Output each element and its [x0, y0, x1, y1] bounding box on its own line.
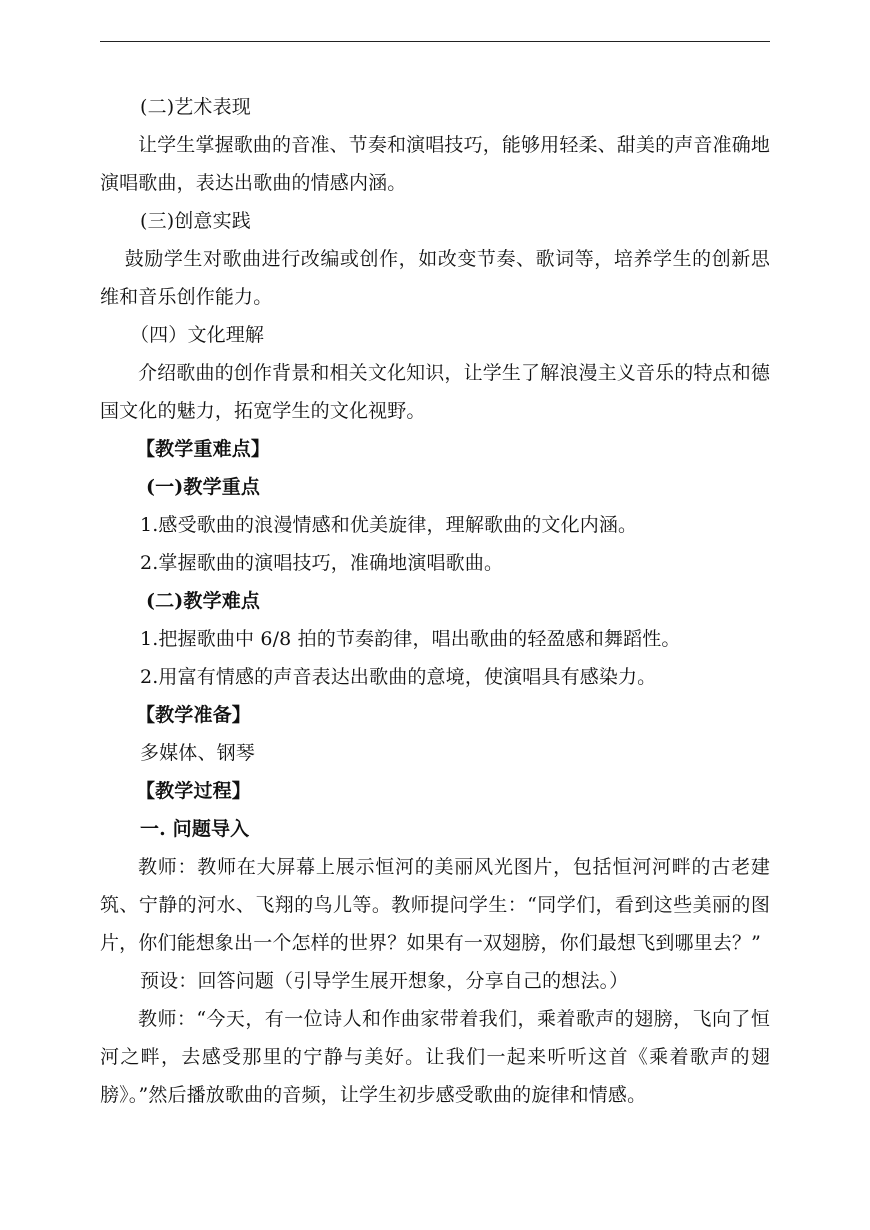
paragraph-preparation: 多媒体、钢琴 — [140, 742, 255, 764]
section-heading-art: (二)艺术表现 — [140, 96, 251, 118]
section-heading-creative: (三)创意实践 — [140, 210, 251, 232]
heading-key-points: 【教学重难点】 — [136, 438, 271, 460]
subheading-difficulty: (二)教学难点 — [146, 590, 261, 612]
list-item-key-2: 2.掌握歌曲的演唱技巧，准确地演唱歌曲。 — [140, 552, 504, 574]
paragraph-teacher-1: 教师：教师在大屏幕上展示恒河的美丽风光图片，包括恒河河畔的古老建筑、宁静的河水、飞翔的鸟儿等。教师提问学生：“同学们，看到这些美丽的图片，你们能想象出一个怎样的世界？如果有一双翅膀，你们最想飞到哪里去？” — [100, 856, 770, 954]
list-item-key-1: 1.感受歌曲的浪漫情感和优美旋律，理解歌曲的文化内涵。 — [140, 514, 638, 536]
heading-process: 【教学过程】 — [136, 780, 251, 802]
document-body — [100, 88, 770, 1114]
header-rule — [100, 41, 770, 42]
paragraph-culture: 介绍歌曲的创作背景和相关文化知识，让学生了解浪漫主义音乐的特点和德国文化的魅力，拓宽学生的文化视野。 — [100, 362, 770, 422]
list-item-difficulty-2: 2.用富有情感的声音表达出歌曲的意境，使演唱具有感染力。 — [140, 666, 657, 688]
list-item-difficulty-1: 1.把握歌曲中 6/8 拍的节奏韵律，唱出歌曲的轻盈感和舞蹈性。 — [140, 628, 681, 650]
step-heading-intro: 一. 问题导入 — [140, 818, 250, 840]
paragraph-teacher-2: 教师：“今天，有一位诗人和作曲家带着我们，乘着歌声的翅膀，飞向了恒河之畔，去感受那里的宁静与美好。让我们一起来听听这首《乘着歌声的翅膀》。”然后播放歌曲的音频，让学生初步感受歌曲的旋律和情感。 — [100, 1008, 770, 1106]
paragraph-preset: 预设：回答问题（引导学生展开想象，分享自己的想法。） — [140, 970, 629, 992]
paragraph-art: 让学生掌握歌曲的音准、节奏和演唱技巧，能够用轻柔、甜美的声音准确地演唱歌曲，表达出歌曲的情感内涵。 — [100, 134, 770, 194]
subheading-key: (一)教学重点 — [146, 476, 261, 498]
heading-preparation: 【教学准备】 — [136, 704, 251, 726]
section-heading-culture: （四）文化理解 — [130, 324, 265, 346]
paragraph-creative: 鼓励学生对歌曲进行改编或创作，如改变节奏、歌词等，培养学生的创新思维和音乐创作能力。 — [100, 248, 770, 308]
